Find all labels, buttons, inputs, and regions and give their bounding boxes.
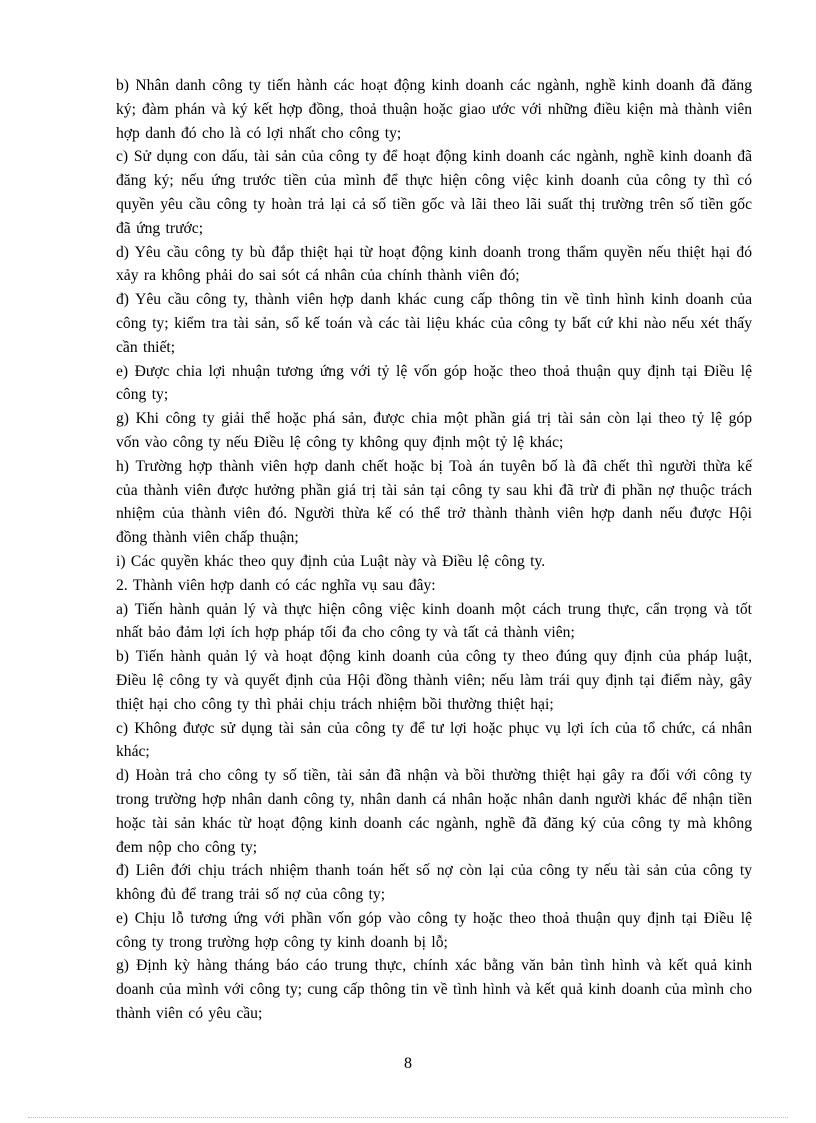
paragraph-member-right-d: d) Yêu cầu công ty bù đắp thiệt hại từ hoạt động kinh doanh trong thẩm quyền nếu thiệt hại đó xảy ra không phải do sai sót cá nhân của chính thành viên đó; — [116, 243, 752, 285]
paragraph-member-right-b: b) Nhân danh công ty tiến hành các hoạt động kinh doanh các ngành, nghề kinh doanh đã đăng ký; đàm phán và ký kết hợp đồng, thoả thuận hoặc giao ước với những điều kiện mà thành viên hợp danh đó cho là có lợi nhất cho công ty; — [116, 77, 752, 142]
paragraph-obligation-d: d) Hoàn trả cho công ty số tiền, tài sản đã nhận và bồi thường thiệt hại gây ra đối với công ty trong trường hợp nhân danh công ty, nhân danh cá nhân hoặc nhân danh người khác để nhận tiền hoặc tài sản khác từ hoạt động kinh doanh các ngành, nghề đã đăng ký của công ty mà không đem nộp cho công ty; — [116, 767, 752, 856]
paragraph-obligation-dd: đ) Liên đới chịu trách nhiệm thanh toán hết số nợ còn lại của công ty nếu tài sản của công ty không đủ để trang trải số nợ của công ty; — [116, 862, 752, 904]
paragraph-member-right-h: h) Trường hợp thành viên hợp danh chết hoặc bị Toà án tuyên bố là đã chết thì người thừa kế của thành viên được hưởng phần giá trị tài sản tại công ty sau khi đã trừ đi phần nợ thuộc trách nhiệm của thành viên đó. Người thừa kế có thể trở thành thành viên hợp danh nếu được Hội đồng thành viên chấp thuận; — [116, 457, 752, 547]
section-heading-obligations: 2. Thành viên hợp danh có các nghĩa vụ sau đây: — [116, 576, 436, 594]
paragraph-member-right-g: g) Khi công ty giải thể hoặc phá sản, được chia một phần giá trị tài sản còn lại theo tỷ lệ góp vốn vào công ty nếu Điều lệ công ty không quy định một tỷ lệ khác; — [116, 410, 752, 451]
paragraph-obligation-g: g) Định kỳ hàng tháng báo cáo trung thực, chính xác bằng văn bản tình hình và kết quả kinh doanh của mình với công ty; cung cấp thông tin về tình hình và kết quả kinh doanh của mình cho thành viên có yêu cầu; — [116, 957, 752, 1023]
paragraph-member-right-e: e) Được chia lợi nhuận tương ứng với tỷ lệ vốn góp hoặc theo thoả thuận quy định tại Điều lệ công ty; — [116, 362, 752, 404]
document-body — [116, 74, 752, 1026]
paragraph-member-right-i: i) Các quyền khác theo quy định của Luật này và Điều lệ công ty. — [116, 552, 546, 570]
paragraph-obligation-a: a) Tiến hành quản lý và thực hiện công việc kinh doanh một cách trung thực, cẩn trọng và tốt nhất bảo đảm lợi ích hợp pháp tối đa cho công ty và tất cả thành viên; — [116, 600, 752, 642]
page-number: 8 — [404, 1055, 412, 1072]
paragraph-obligation-b: b) Tiến hành quản lý và hoạt động kinh doanh của công ty theo đúng quy định của pháp luật, Điều lệ công ty và quyết định của Hội đồng thành viên; nếu làm trái quy định tại điểm này, gây thiệt hại cho công ty thì phải chịu trách nhiệm bồi thường thiệt hại; — [116, 648, 752, 713]
paragraph-obligation-c: c) Không được sử dụng tài sản của công ty để tư lợi hoặc phục vụ lợi ích của tổ chức, cá nhân khác; — [116, 719, 752, 761]
paragraph-obligation-e: e) Chịu lỗ tương ứng với phần vốn góp vào công ty hoặc theo thoả thuận quy định tại Điều lệ công ty trong trường hợp công ty kinh doanh bị lỗ; — [116, 909, 752, 951]
paragraph-member-right-c: c) Sử dụng con dấu, tài sản của công ty để hoạt động kinh doanh các ngành, nghề kinh doanh đã đăng ký; nếu ứng trước tiền của mình để thực hiện công việc kinh doanh của công ty thì có quyền yêu cầu công ty hoàn trả lại cả số tiền gốc và lãi theo lãi suất thị trường trên số tiền gốc đã ứng trước; — [116, 148, 752, 237]
paragraph-member-right-dd: đ) Yêu cầu công ty, thành viên hợp danh khác cung cấp thông tin về tình hình kinh doanh của công ty; kiểm tra tài sản, sổ kế toán và các tài liệu khác của công ty bất cứ khi nào nếu xét thấy cần thiết; — [116, 291, 752, 356]
page-bottom-divider — [28, 1117, 788, 1118]
